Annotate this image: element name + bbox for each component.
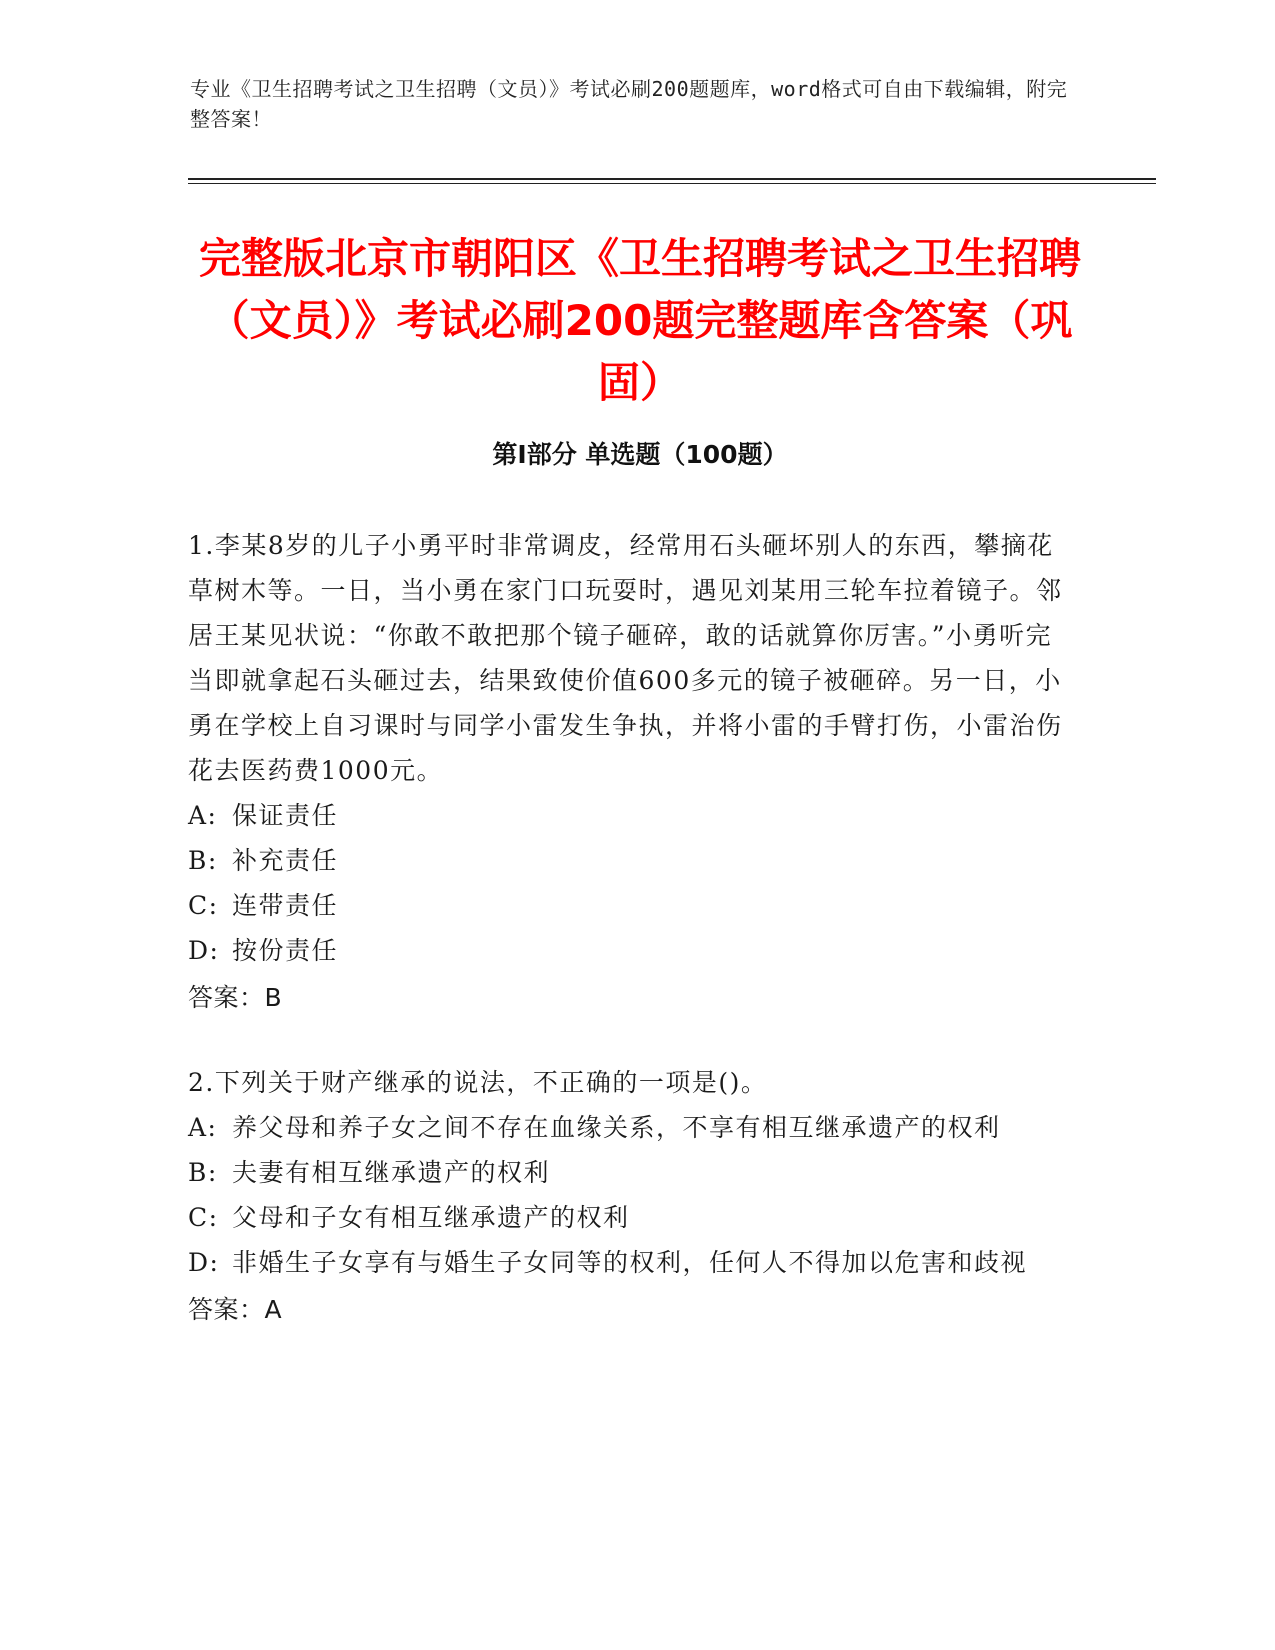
option-key: C: [188, 1203, 219, 1232]
question-stem: 2.下列关于财产继承的说法，不正确的一项是()。 [188, 1068, 768, 1097]
option-text: 父母和子女有相互继承遗产的权利 [232, 1203, 630, 1232]
header-divider-thick [188, 178, 1156, 180]
option-b [188, 838, 1073, 883]
header-note: 专业《卫生招聘考试之卫生招聘（文员）》考试必刷200题题库，word格式可自由下载编辑，附完整答案！ [190, 77, 1068, 131]
option-key: B: [188, 846, 218, 875]
option-text: 补充责任 [232, 846, 339, 875]
option-key: D: [188, 936, 220, 965]
option-text: 非婚生子女享有与婚生子女同等的权利，任何人不得加以危害和歧视 [232, 1248, 1028, 1277]
option-b [188, 1150, 1073, 1195]
question-2 [188, 1060, 1073, 1332]
option-c [188, 1195, 1073, 1240]
option-key: B: [188, 1158, 218, 1187]
option-key: C: [188, 891, 219, 920]
option-text: 养父母和养子女之间不存在血缘关系，不享有相互继承遗产的权利 [232, 1113, 1001, 1142]
answer: 答案：A [188, 1295, 283, 1324]
option-key: A: [188, 801, 218, 830]
document-title: 完整版北京市朝阳区《卫生招聘考试之卫生招聘（文员）》考试必刷200题完整题库含答案（巩固） [198, 234, 1081, 407]
option-d [188, 928, 1073, 973]
section-title: 第Ⅰ部分 单选题（100题） [492, 440, 788, 469]
answer: 答案：B [188, 983, 283, 1012]
option-text: 夫妻有相互继承遗产的权利 [232, 1158, 551, 1187]
option-text: 保证责任 [232, 801, 339, 830]
option-key: D: [188, 1248, 220, 1277]
option-a [188, 793, 1073, 838]
option-d [188, 1240, 1073, 1285]
option-text: 连带责任 [232, 891, 339, 920]
option-a [188, 1105, 1073, 1150]
question-stem: 1.李某8岁的儿子小勇平时非常调皮，经常用石头砸坏别人的东西，攀摘花草树木等。一日，当小勇在家门口玩耍时，遇见刘某用三轮车拉着镜子。邻居王某见状说：“你敢不敢把那个镜子砸碎，敢的话就算你厉害。”小勇听完当即就拿起石头砸过去，结果致使价值600多元的镜子被砸碎。另一日，小勇在学校上自习课时与同学小雷发生争执，并将小雷的手臂打伤，小雷治伤花去医药费1000元。 [188, 531, 1063, 785]
question-1 [188, 523, 1073, 1020]
option-c [188, 883, 1073, 928]
option-key: A: [188, 1113, 218, 1142]
header-divider-thin [188, 183, 1156, 184]
option-text: 按份责任 [232, 936, 339, 965]
